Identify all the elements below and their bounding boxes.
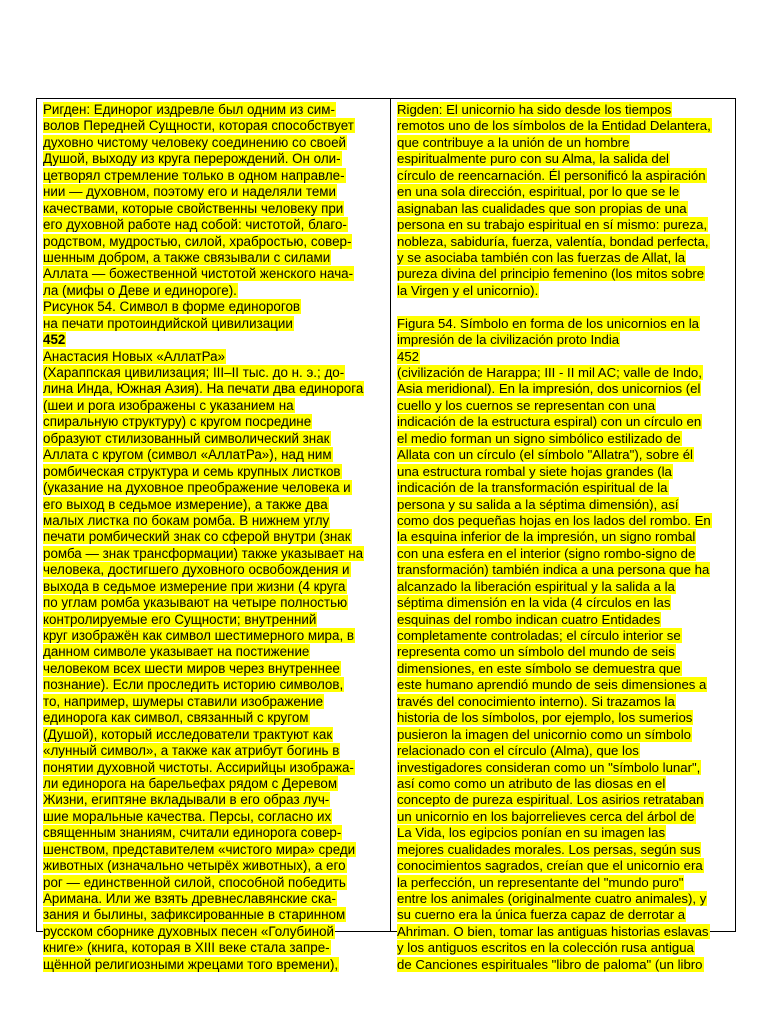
spanish-line bbox=[397, 776, 731, 792]
spanish-line-text bbox=[397, 299, 398, 314]
russian-line-text: качествами, которые свойственны человеку при bbox=[43, 200, 344, 216]
spanish-line-text: la perfección, un representante del "mundo puro" bbox=[397, 874, 684, 890]
russian-line-text: лина Инда, Южная Азия). На печати два единорога bbox=[43, 381, 364, 397]
spanish-line-text: pusieron la imagen del unicornio como un símbolo bbox=[397, 726, 691, 742]
spanish-line bbox=[397, 365, 731, 381]
russian-line bbox=[43, 365, 386, 381]
spanish-line-text: el medio forman un signo simbólico estilizado de bbox=[397, 430, 681, 446]
russian-line bbox=[43, 135, 386, 151]
russian-line bbox=[43, 316, 386, 332]
translation-table bbox=[36, 98, 736, 972]
russian-line bbox=[43, 957, 386, 973]
russian-line-text: Ригден: Единорог издревле был одним из сим- bbox=[43, 102, 335, 117]
spanish-line-text: y se asociaba también con las fuerzas de Allat, la bbox=[397, 249, 686, 265]
spanish-line-text: Asia meridional). En la impresión, dos unicornios (el bbox=[397, 381, 701, 397]
spanish-line bbox=[397, 102, 731, 118]
spanish-line bbox=[397, 398, 731, 414]
spanish-line bbox=[397, 431, 731, 447]
russian-line bbox=[43, 792, 386, 808]
russian-line-text: Рисунок 54. Символ в форме единорогов bbox=[43, 299, 301, 315]
spanish-line-text: transformación) también indica a una persona que ha bbox=[397, 562, 710, 578]
russian-line-text: спиральную структуру) с кругом посредине bbox=[43, 414, 312, 430]
russian-text-column bbox=[37, 99, 391, 972]
russian-line-text: единорога как символ, связанный с кругом bbox=[43, 710, 309, 726]
russian-line bbox=[43, 184, 386, 200]
spanish-line bbox=[397, 266, 731, 282]
spanish-line bbox=[397, 595, 731, 611]
spanish-line bbox=[397, 217, 731, 233]
russian-line bbox=[43, 497, 386, 513]
spanish-line bbox=[397, 349, 731, 365]
russian-line bbox=[43, 217, 386, 233]
russian-line bbox=[43, 760, 386, 776]
russian-line bbox=[43, 464, 386, 480]
spanish-line bbox=[397, 644, 731, 660]
russian-line bbox=[43, 431, 386, 447]
spanish-line-text: concepto de pureza espiritual. Los asirios retrataban bbox=[397, 792, 704, 808]
spanish-line bbox=[397, 792, 731, 808]
russian-line bbox=[43, 875, 386, 891]
spanish-line-text: séptima dimensión en la vida (4 círculos en las bbox=[397, 595, 671, 611]
spanish-line bbox=[397, 727, 731, 743]
russian-line-text: на печати протоиндийской цивилизации bbox=[43, 315, 293, 331]
russian-line bbox=[43, 842, 386, 858]
russian-line bbox=[43, 940, 386, 956]
russian-line bbox=[43, 628, 386, 644]
russian-line-text: по углам ромба указывают на четыре полностью bbox=[43, 595, 348, 611]
spanish-line bbox=[397, 464, 731, 480]
spanish-line-text: remotos uno de los símbolos de la Entidad Delantera, bbox=[397, 118, 711, 134]
russian-line bbox=[43, 595, 386, 611]
spanish-line bbox=[397, 875, 731, 891]
russian-line bbox=[43, 727, 386, 743]
spanish-line-text: dimensiones, en este símbolo se demuestra que bbox=[397, 660, 681, 676]
spanish-line-text: La Vida, los egipcios ponían en su imagen las bbox=[397, 825, 666, 841]
russian-line bbox=[43, 694, 386, 710]
russian-line-text: родством, мудростью, силой, храбростью, совер- bbox=[43, 233, 352, 249]
russian-line-text: шенством, представителем «чистого мира» среди bbox=[43, 841, 356, 857]
spanish-line-text: investigadores consideran como un "símbolo lunar", bbox=[397, 759, 701, 775]
russian-line bbox=[43, 168, 386, 184]
russian-line-text: данном символе указывает на постижение bbox=[43, 644, 310, 660]
russian-line bbox=[43, 825, 386, 841]
spanish-line-text: así como como un atributo de las diosas en el bbox=[397, 775, 666, 791]
russian-line-text: русском сборнике духовных песен «Голубиной bbox=[43, 923, 335, 939]
russian-line-text: ромбическая структура и семь крупных листков bbox=[43, 463, 341, 479]
spanish-line-text: su cuerno era la única fuerza capaz de derrotar a bbox=[397, 907, 686, 923]
spanish-line bbox=[397, 234, 731, 250]
spanish-line bbox=[397, 447, 731, 463]
spanish-line-text: Ahriman. O bien, tomar las antiguas historias eslavas bbox=[397, 923, 709, 939]
russian-line-text: зания и былины, зафиксированные в старинном bbox=[43, 907, 346, 923]
spanish-line-text: nobleza, sabiduría, fuerza, valentía, bondad perfecta, bbox=[397, 233, 709, 249]
russian-line-text: священным знаниям, считали единорога совер- bbox=[43, 825, 342, 841]
russian-line bbox=[43, 447, 386, 463]
russian-line bbox=[43, 201, 386, 217]
russian-line-text: его духовной работе над собой: чистотой, благо- bbox=[43, 217, 347, 233]
spanish-line bbox=[397, 562, 731, 578]
spanish-line-text: asignaban las cualidades que son propias de una bbox=[397, 200, 687, 216]
russian-line-text: животных (изначально четырёх животных), а его bbox=[43, 858, 346, 874]
spanish-line-text: Allata con un círculo (el símbolo "Allatra"), sobre él bbox=[397, 447, 693, 463]
spanish-line bbox=[397, 381, 731, 397]
spanish-line-text: como dos pequeñas hojas en los lados del rombo. En bbox=[397, 512, 711, 528]
russian-line-text: образуют стилизованный символический знак bbox=[43, 430, 330, 446]
russian-line-text: нии — духовном, поэтому его и наделяли теми bbox=[43, 184, 336, 200]
spanish-line-text: 452 bbox=[397, 348, 420, 364]
spanish-line bbox=[397, 151, 731, 167]
spanish-line bbox=[397, 480, 731, 496]
spanish-line-text: pureza divina del principio femenino (los mitos sobre bbox=[397, 266, 705, 282]
spanish-line-text: la esquina inferior de la impresión, un signo rombal bbox=[397, 529, 696, 545]
spanish-line bbox=[397, 497, 731, 513]
spanish-line-text: indicación de la estructura espiral) con un círculo en bbox=[397, 414, 702, 430]
russian-line bbox=[43, 529, 386, 545]
russian-line-text: 452 bbox=[43, 332, 66, 348]
spanish-line bbox=[397, 957, 731, 973]
russian-line bbox=[43, 743, 386, 759]
spanish-line bbox=[397, 250, 731, 266]
spanish-line bbox=[397, 316, 731, 332]
russian-line-text: выхода в седьмое измерение при жизни (4 круга bbox=[43, 578, 346, 594]
russian-line-text: щённой религиозными жрецами того времени), bbox=[43, 956, 339, 972]
russian-line-text: печати ромбический знак со сферой внутри (знак bbox=[43, 529, 351, 545]
russian-line bbox=[43, 283, 386, 299]
russian-line bbox=[43, 480, 386, 496]
russian-line-text: Анастасия Новых «АллатРа» bbox=[43, 348, 225, 364]
russian-line bbox=[43, 546, 386, 562]
russian-line-text: волов Передней Сущности, которая способствует bbox=[43, 118, 354, 134]
russian-line-text: Аллата с кругом (символ «АллатРа»), над ним bbox=[43, 447, 332, 463]
spanish-line-text: persona y su salida a la séptima dimensión), así bbox=[397, 496, 679, 512]
spanish-line-text: que contribuye a la unión de un hombre bbox=[397, 134, 630, 150]
spanish-line-text: esquinas del rombo indican cuatro Entidades bbox=[397, 611, 661, 627]
russian-line bbox=[43, 349, 386, 365]
spanish-line bbox=[397, 940, 731, 956]
russian-line bbox=[43, 234, 386, 250]
russian-line bbox=[43, 332, 386, 348]
spanish-line bbox=[397, 283, 731, 299]
spanish-line bbox=[397, 760, 731, 776]
spanish-line-text: conocimientos sagrados, creían que el unicornio era bbox=[397, 858, 703, 874]
russian-line-text: контролируемые его Сущности; внутренний bbox=[43, 611, 317, 627]
spanish-line bbox=[397, 809, 731, 825]
russian-line bbox=[43, 644, 386, 660]
spanish-line-text: impresión de la civilización proto India bbox=[397, 332, 620, 348]
spanish-line bbox=[397, 414, 731, 430]
spanish-line-text: Rigden: El unicornio ha sido desde los tiempos bbox=[397, 102, 672, 117]
russian-line bbox=[43, 118, 386, 134]
russian-line-text: познание). Если проследить историю символов, bbox=[43, 677, 344, 693]
spanish-line bbox=[397, 118, 731, 134]
russian-line bbox=[43, 266, 386, 282]
spanish-text-column bbox=[391, 99, 735, 972]
russian-line bbox=[43, 858, 386, 874]
russian-line bbox=[43, 381, 386, 397]
spanish-line bbox=[397, 546, 731, 562]
russian-line bbox=[43, 891, 386, 907]
spanish-line bbox=[397, 891, 731, 907]
russian-line-text: то, например, шумеры ставили изображение bbox=[43, 693, 324, 709]
russian-line bbox=[43, 907, 386, 923]
russian-line-text: человека, достигшего духовного освобождения и bbox=[43, 562, 350, 578]
russian-line-text: шенным добром, а также связывали с силами bbox=[43, 249, 331, 265]
russian-line bbox=[43, 414, 386, 430]
russian-line bbox=[43, 579, 386, 595]
spanish-line bbox=[397, 184, 731, 200]
russian-line-text: малых листка по бокам ромба. В нижнем углу bbox=[43, 512, 330, 528]
spanish-line bbox=[397, 612, 731, 628]
spanish-line-text: mejores cualidades morales. Los persas, según sus bbox=[397, 841, 701, 857]
russian-line-text: (указание на духовное преображение человека и bbox=[43, 480, 351, 496]
russian-line-text: духовно чистому человеку соединению со своей bbox=[43, 134, 347, 150]
spanish-line-text: espiritualmente puro con su Alma, la salida del bbox=[397, 151, 669, 167]
russian-line bbox=[43, 102, 386, 118]
spanish-line bbox=[397, 661, 731, 677]
russian-line bbox=[43, 776, 386, 792]
spanish-line bbox=[397, 168, 731, 184]
russian-line bbox=[43, 710, 386, 726]
spanish-line-text: cuello y los cuernos se representan con una bbox=[397, 397, 656, 413]
spanish-line-text: indicación de la transformación espiritual de la bbox=[397, 480, 668, 496]
russian-line-text: круг изображён как символ шестимерного мира, в bbox=[43, 628, 354, 643]
spanish-line bbox=[397, 924, 731, 940]
spanish-line-text: círculo de reencarnación. Él personificó la aspiración bbox=[397, 167, 706, 183]
russian-line-text: цетворял стремление только в одном направле- bbox=[43, 167, 345, 183]
spanish-line bbox=[397, 907, 731, 923]
russian-line-text: ла (мифы о Деве и единороге). bbox=[43, 282, 237, 298]
spanish-line bbox=[397, 710, 731, 726]
spanish-line bbox=[397, 513, 731, 529]
spanish-line-text: una estructura rombal y siete hojas grandes (la bbox=[397, 463, 672, 479]
spanish-line bbox=[397, 628, 731, 644]
russian-line-text: (Хараппская цивилизация; III–II тыс. до н. э.; до- bbox=[43, 365, 345, 380]
spanish-line bbox=[397, 529, 731, 545]
spanish-line-text: Figura 54. Símbolo en forma de los unicornios en la bbox=[397, 315, 700, 331]
spanish-line bbox=[397, 858, 731, 874]
spanish-line-text: un unicornio en los bajorrelieves cerca del árbol de bbox=[397, 808, 695, 824]
russian-line bbox=[43, 299, 386, 315]
russian-line-text: шие моральные качества. Персы, согласно их bbox=[43, 808, 332, 824]
russian-line-text: ромба — знак трансформации) также указывает на bbox=[43, 545, 364, 561]
spanish-line-text: representa como un símbolo del mundo de seis bbox=[397, 644, 675, 660]
russian-line bbox=[43, 513, 386, 529]
russian-line bbox=[43, 612, 386, 628]
spanish-line-text: de Canciones espirituales "libro de paloma" (un libro bbox=[397, 956, 703, 972]
spanish-line bbox=[397, 299, 731, 315]
russian-line-text: понятии духовной чистоты. Ассирийцы изобража- bbox=[43, 759, 354, 775]
russian-line-text: рог — единственной силой, способной победить bbox=[43, 874, 346, 890]
spanish-line-text: la Virgen y el unicornio). bbox=[397, 282, 539, 298]
russian-line bbox=[43, 661, 386, 677]
spanish-line-text: y los antiguos escritos en la colección rusa antigua bbox=[397, 940, 694, 956]
spanish-line-text: este humano aprendió mundo de seis dimensiones a bbox=[397, 677, 707, 693]
russian-line-text: Жизни, египтяне вкладывали в его образ луч- bbox=[43, 792, 330, 808]
russian-line bbox=[43, 809, 386, 825]
spanish-line bbox=[397, 201, 731, 217]
russian-line-text: Аллата — божественной чистотой женского нача- bbox=[43, 266, 354, 282]
russian-line bbox=[43, 924, 386, 940]
russian-line-text: книге» (книга, которая в XIII веке стала запре- bbox=[43, 940, 330, 956]
spanish-line bbox=[397, 677, 731, 693]
russian-line-text: «лунный символ», а также как атрибут богинь в bbox=[43, 743, 340, 759]
spanish-line-text: través del conocimiento interno). Si trazamos la bbox=[397, 693, 675, 709]
spanish-line-text: completamente controladas; el círculo interior se bbox=[397, 628, 681, 643]
russian-line-text: человеком всех шести миров через внутреннее bbox=[43, 660, 340, 676]
russian-line-text: Душой, выходу из круга перерождений. Он оли- bbox=[43, 151, 341, 167]
russian-line bbox=[43, 677, 386, 693]
spanish-line-text: persona en su trabajo espiritual en sí mismo: pureza, bbox=[397, 217, 708, 233]
russian-line-text: ли единорога на барельефах рядом с Деревом bbox=[43, 775, 338, 791]
spanish-line-text: historia de los símbolos, por ejemplo, los sumerios bbox=[397, 710, 693, 726]
spanish-line-text: (civilización de Harappa; III - II mil AC; valle de Indo, bbox=[397, 365, 702, 380]
spanish-line-text: en una sola dirección, espiritual, por lo que se le bbox=[397, 184, 680, 200]
spanish-line bbox=[397, 743, 731, 759]
russian-line bbox=[43, 250, 386, 266]
russian-line bbox=[43, 562, 386, 578]
spanish-line bbox=[397, 332, 731, 348]
russian-line bbox=[43, 398, 386, 414]
spanish-line bbox=[397, 842, 731, 858]
spanish-line bbox=[397, 694, 731, 710]
russian-line-text: (Душой), который исследователи трактуют как bbox=[43, 726, 333, 742]
russian-line-text: Аримана. Или же взять древнеславянские ска- bbox=[43, 891, 336, 906]
russian-line-text: (шеи и рога изображены с указанием на bbox=[43, 397, 294, 413]
spanish-line bbox=[397, 135, 731, 151]
spanish-line-text: relacionado con el círculo (Alma), que los bbox=[397, 743, 639, 759]
spanish-line-text: entre los animales (originalmente cuatro animales), y bbox=[397, 891, 707, 906]
russian-line-text: его выход в седьмое измерение), а также два bbox=[43, 496, 328, 512]
russian-line bbox=[43, 151, 386, 167]
spanish-line bbox=[397, 579, 731, 595]
spanish-line-text: alcanzado la liberación espiritual y la salida a la bbox=[397, 578, 675, 594]
spanish-line-text: con una esfera en el interior (signo rombo-signo de bbox=[397, 545, 696, 561]
spanish-line bbox=[397, 825, 731, 841]
